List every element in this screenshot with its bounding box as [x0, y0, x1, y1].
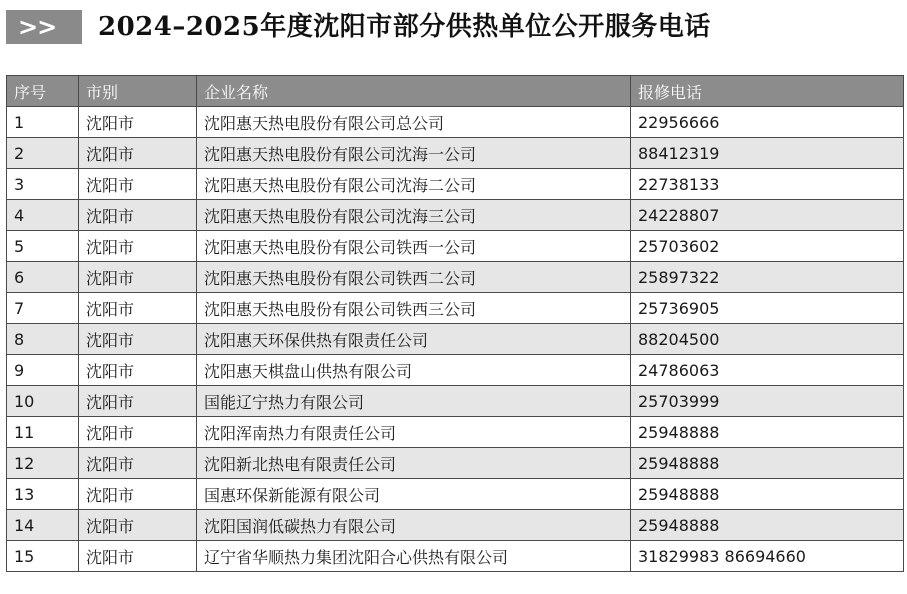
cell-company: 国惠环保新能源有限公司	[197, 479, 631, 510]
cell-company: 沈阳惠天热电股份有限公司沈海一公司	[197, 138, 631, 169]
cell-phone: 25703999	[631, 386, 904, 417]
cell-index: 10	[7, 386, 79, 417]
cell-index: 12	[7, 448, 79, 479]
cell-phone: 24228807	[631, 200, 904, 231]
column-header-phone: 报修电话	[631, 76, 904, 107]
cell-index: 2	[7, 138, 79, 169]
cell-index: 15	[7, 541, 79, 572]
page-title: 2024–2025年度沈阳市部分供热单位公开服务电话	[98, 12, 711, 42]
cell-city: 沈阳市	[79, 293, 197, 324]
cell-company: 沈阳惠天热电股份有限公司铁西一公司	[197, 231, 631, 262]
cell-phone: 22738133	[631, 169, 904, 200]
table-row	[7, 386, 904, 417]
cell-index: 3	[7, 169, 79, 200]
cell-company: 沈阳惠天环保供热有限责任公司	[197, 324, 631, 355]
cell-index: 4	[7, 200, 79, 231]
cell-phone: 31829983 86694660	[631, 541, 904, 572]
cell-phone: 88204500	[631, 324, 904, 355]
cell-company: 沈阳新北热电有限责任公司	[197, 448, 631, 479]
cell-index: 7	[7, 293, 79, 324]
column-header-company: 企业名称	[197, 76, 631, 107]
column-header-index: 序号	[7, 76, 79, 107]
table-row	[7, 355, 904, 386]
table-row	[7, 448, 904, 479]
cell-index: 8	[7, 324, 79, 355]
table-row	[7, 138, 904, 169]
cell-phone: 25703602	[631, 231, 904, 262]
cell-phone: 25948888	[631, 479, 904, 510]
cell-city: 沈阳市	[79, 355, 197, 386]
cell-phone: 25948888	[631, 448, 904, 479]
cell-city: 沈阳市	[79, 479, 197, 510]
table-row	[7, 262, 904, 293]
cell-index: 14	[7, 510, 79, 541]
heating-hotline-table	[6, 75, 904, 572]
table-row	[7, 541, 904, 572]
cell-index: 1	[7, 107, 79, 138]
cell-company: 沈阳惠天热电股份有限公司沈海三公司	[197, 200, 631, 231]
table-row	[7, 293, 904, 324]
column-header-city: 市别	[79, 76, 197, 107]
cell-city: 沈阳市	[79, 107, 197, 138]
cell-city: 沈阳市	[79, 541, 197, 572]
cell-city: 沈阳市	[79, 169, 197, 200]
table-row	[7, 324, 904, 355]
cell-index: 9	[7, 355, 79, 386]
title-bar	[0, 6, 907, 48]
cell-index: 6	[7, 262, 79, 293]
table-row	[7, 169, 904, 200]
cell-phone: 25897322	[631, 262, 904, 293]
cell-phone: 22956666	[631, 107, 904, 138]
cell-city: 沈阳市	[79, 262, 197, 293]
cell-phone: 24786063	[631, 355, 904, 386]
cell-city: 沈阳市	[79, 138, 197, 169]
cell-company: 沈阳惠天热电股份有限公司铁西二公司	[197, 262, 631, 293]
table-row	[7, 231, 904, 262]
cell-phone: 25948888	[631, 417, 904, 448]
cell-city: 沈阳市	[79, 231, 197, 262]
table-row	[7, 510, 904, 541]
cell-company: 沈阳惠天热电股份有限公司铁西三公司	[197, 293, 631, 324]
cell-city: 沈阳市	[79, 386, 197, 417]
cell-index: 13	[7, 479, 79, 510]
table-row	[7, 479, 904, 510]
table-row	[7, 200, 904, 231]
cell-company: 沈阳国润低碳热力有限公司	[197, 510, 631, 541]
table-body	[7, 107, 904, 572]
cell-phone: 25736905	[631, 293, 904, 324]
cell-company: 辽宁省华顺热力集团沈阳合心供热有限公司	[197, 541, 631, 572]
cell-city: 沈阳市	[79, 448, 197, 479]
cell-company: 沈阳浑南热力有限责任公司	[197, 417, 631, 448]
cell-phone: 88412319	[631, 138, 904, 169]
table-row	[7, 107, 904, 138]
cell-city: 沈阳市	[79, 510, 197, 541]
cell-company: 沈阳惠天棋盘山供热有限公司	[197, 355, 631, 386]
cell-city: 沈阳市	[79, 200, 197, 231]
cell-city: 沈阳市	[79, 417, 197, 448]
cell-company: 国能辽宁热力有限公司	[197, 386, 631, 417]
cell-index: 11	[7, 417, 79, 448]
cell-company: 沈阳惠天热电股份有限公司沈海二公司	[197, 169, 631, 200]
table-header-row	[7, 76, 904, 107]
cell-index: 5	[7, 231, 79, 262]
cell-company: 沈阳惠天热电股份有限公司总公司	[197, 107, 631, 138]
double-chevron-icon: >>	[6, 10, 82, 44]
cell-city: 沈阳市	[79, 324, 197, 355]
table-row	[7, 417, 904, 448]
cell-phone: 25948888	[631, 510, 904, 541]
